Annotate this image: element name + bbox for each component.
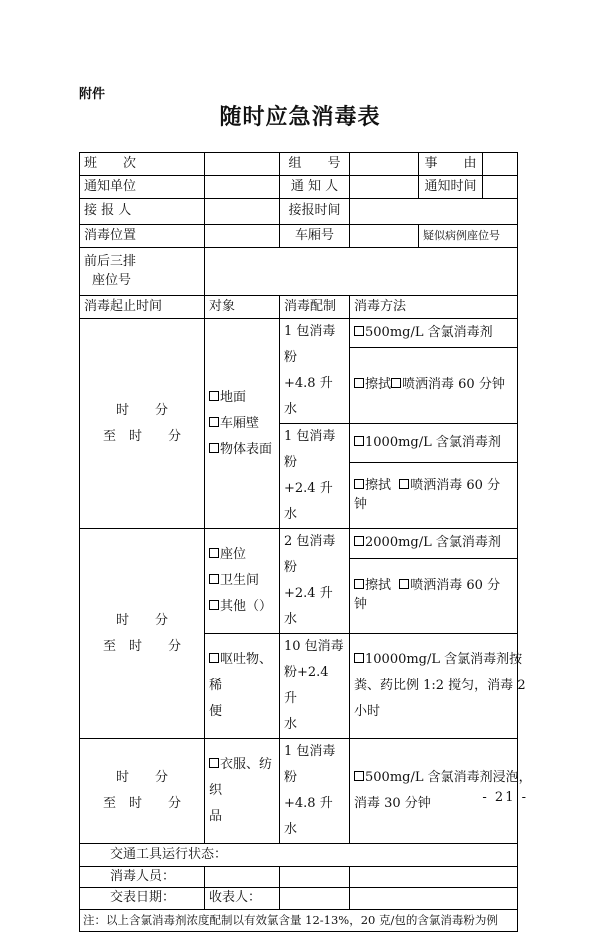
formula-cell: 1 包消毒粉 +2.4 升水 [280, 424, 350, 529]
disinfect-staff-label: 消毒人员： [80, 867, 205, 888]
checkbox[interactable] [354, 536, 364, 546]
event-label: 事 由 [419, 153, 483, 176]
vomit-object-cell: 呕吐物、稀 便 [205, 634, 280, 739]
checkbox[interactable] [354, 479, 364, 489]
time-line-1: 时 分 [115, 612, 168, 628]
attachment-label: 附件 [79, 87, 106, 102]
group-label: 组 号 [280, 153, 350, 176]
checkbox[interactable] [399, 579, 409, 589]
checkbox[interactable] [209, 417, 219, 427]
adjacent-seats-label-line1: 前后三排 [84, 253, 137, 269]
notify-time-label: 通知时间 [419, 176, 483, 199]
checkbox[interactable] [209, 653, 219, 663]
adjacent-seats-field[interactable] [205, 248, 518, 296]
receiver-label: 接 报 人 [80, 199, 205, 225]
recipient-field-2[interactable] [350, 888, 518, 910]
checkbox[interactable] [354, 378, 364, 388]
receiver-field[interactable] [205, 199, 280, 225]
adjacent-seats-label [80, 248, 205, 296]
car-number-label: 车厢号 [280, 225, 350, 248]
time-range-cell[interactable] [80, 739, 205, 844]
concentration-option: 500mg/L 含氯消毒剂 [350, 319, 518, 348]
notify-unit-label: 通知单位 [80, 176, 205, 199]
checkbox[interactable] [399, 479, 409, 489]
time-line-1: 时 分 [115, 402, 168, 418]
disinfect-staff-field-3[interactable] [350, 867, 518, 888]
suspected-seat-label: 疑似病例座位号 [419, 225, 518, 248]
notify-unit-field[interactable] [205, 176, 280, 199]
receive-time-label: 接报时间 [280, 199, 350, 225]
page-number: - 21 - [482, 790, 528, 805]
vomit-formula-cell: 10 包消毒 粉+2.4 升 水 [280, 634, 350, 739]
time-line-1: 时 分 [115, 770, 168, 785]
checkbox[interactable] [354, 326, 364, 336]
checkbox[interactable] [209, 548, 219, 558]
disinfect-staff-field-2[interactable] [280, 867, 350, 888]
time-line-2: 至 时 分 [102, 638, 181, 654]
checkbox[interactable] [391, 378, 401, 388]
checkbox[interactable] [354, 579, 364, 589]
shift-field[interactable] [205, 153, 280, 176]
disinfect-location-label: 消毒位置 [80, 225, 205, 248]
checkbox[interactable] [354, 653, 364, 663]
col-header-time: 消毒起止时间 [80, 296, 205, 319]
checkbox[interactable] [209, 758, 219, 768]
object-cell: 地面 车厢壁 物体表面 [205, 319, 280, 529]
receive-time-field[interactable] [350, 199, 518, 225]
notifier-field[interactable] [350, 176, 419, 199]
shift-label: 班 次 [80, 153, 205, 176]
transport-status-label: 交通工具运行状态： [80, 844, 518, 867]
notifier-label: 通 知 人 [280, 176, 350, 199]
time-range-cell[interactable] [80, 529, 205, 739]
col-header-method: 消毒方法 [350, 296, 518, 319]
time-line-2: 至 时 分 [102, 796, 181, 811]
method-option: 擦拭 喷洒消毒 60 分钟 [350, 559, 518, 634]
formula-cell: 1 包消毒粉 +4.8 升水 [280, 739, 350, 844]
adjacent-seats-label-line2: 座位号 [92, 272, 132, 288]
disinfect-location-field[interactable] [205, 225, 280, 248]
concentration-option: 2000mg/L 含氯消毒剂 [350, 529, 518, 559]
col-header-object: 对象 [205, 296, 280, 319]
method-option: 擦拭 喷洒消毒 60 分钟 [350, 348, 518, 424]
checkbox[interactable] [354, 771, 364, 781]
recipient-field-1[interactable] [280, 888, 350, 910]
vomit-method-cell: 10000mg/L 含氯消毒剂按 粪、药比例 1:2 搅匀，消毒 2 小时 [350, 634, 518, 739]
concentration-option: 1000mg/L 含氯消毒剂 [350, 424, 518, 463]
time-line-2: 至 时 分 [102, 428, 181, 444]
checkbox[interactable] [209, 391, 219, 401]
method-option: 擦拭 喷洒消毒 60 分钟 [350, 463, 518, 529]
checkbox[interactable] [354, 436, 364, 446]
formula-cell: 2 包消毒粉 +2.4 升水 [280, 529, 350, 634]
object-cell: 衣服、纺织 品 [205, 739, 280, 844]
object-cell: 座位 卫生间 其他（） [205, 529, 280, 634]
notify-time-field[interactable] [483, 176, 518, 199]
checkbox[interactable] [209, 600, 219, 610]
disinfection-form-table [79, 152, 532, 932]
formula-cell: 1 包消毒粉 +4.8 升水 [280, 319, 350, 424]
footnote: 注：以上含氯消毒剂浓度配制以有效氯含量 12-13%，20 克/包的含氯消毒粉为例 [80, 910, 518, 932]
disinfect-staff-field-1[interactable] [205, 867, 280, 888]
car-number-field[interactable] [350, 225, 419, 248]
time-range-cell[interactable] [80, 319, 205, 529]
event-field[interactable] [483, 153, 518, 176]
col-header-formula: 消毒配制 [280, 296, 350, 319]
method-cell: 500mg/L 含氯消毒剂浸泡， 消毒 30 分钟 [350, 739, 518, 844]
handover-date-label: 交表日期： [80, 888, 205, 910]
page-title: 随时应急消毒表 [219, 104, 381, 130]
recipient-label: 收表人： [205, 888, 280, 910]
checkbox[interactable] [209, 443, 219, 453]
checkbox[interactable] [209, 574, 219, 584]
group-field[interactable] [350, 153, 419, 176]
